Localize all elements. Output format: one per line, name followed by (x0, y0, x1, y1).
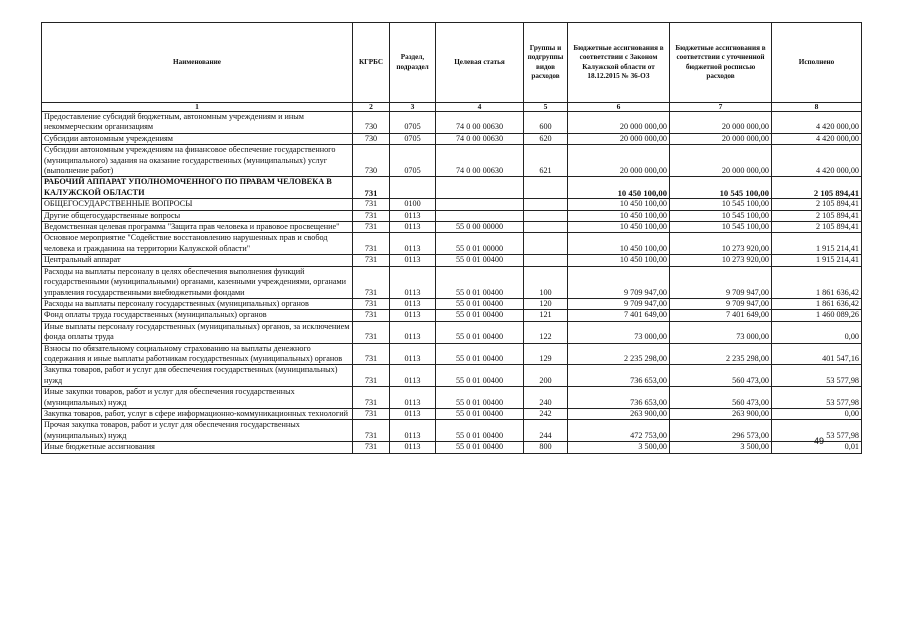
header-refined-allocation: Бюджетные ассигнования в соответствии с уточненной бюджетной росписью расходов (670, 23, 772, 103)
cell-refined-allocation: 10 545 100,00 (670, 177, 772, 199)
cell-law-allocation: 10 450 100,00 (568, 199, 670, 210)
cell-law-allocation: 10 450 100,00 (568, 233, 670, 255)
cell-expense-group: 621 (524, 145, 568, 177)
column-number: 4 (436, 103, 524, 112)
table-row (42, 321, 862, 343)
page-number: 49 (813, 435, 824, 446)
budget-document (41, 22, 862, 454)
cell-executed: 53 577,98 (772, 420, 862, 442)
cell-refined-allocation: 9 709 947,00 (670, 266, 772, 298)
cell-law-allocation: 2 235 298,00 (568, 343, 670, 365)
cell-target-article: 55 0 01 00400 (436, 298, 524, 309)
column-number-row (42, 103, 862, 112)
cell-name: Расходы на выплаты персоналу государственных (муниципальных) органов (42, 298, 353, 309)
cell-law-allocation: 10 450 100,00 (568, 255, 670, 266)
cell-name: Иные закупки товаров, работ и услуг для обеспечения государственных (муниципальных) нужд (42, 387, 353, 409)
cell-target-article: 74 0 00 00630 (436, 145, 524, 177)
cell-section: 0113 (390, 222, 436, 233)
cell-expense-group: 244 (524, 420, 568, 442)
cell-refined-allocation: 263 900,00 (670, 408, 772, 419)
cell-kgrbs: 731 (353, 199, 390, 210)
table-row (42, 298, 862, 309)
cell-kgrbs: 731 (353, 442, 390, 453)
cell-law-allocation: 10 450 100,00 (568, 177, 670, 199)
cell-kgrbs: 731 (353, 222, 390, 233)
cell-target-article: 55 0 01 00400 (436, 266, 524, 298)
table-row (42, 112, 862, 134)
cell-target-article (436, 199, 524, 210)
table-row (42, 177, 862, 199)
cell-law-allocation: 263 900,00 (568, 408, 670, 419)
cell-kgrbs: 731 (353, 365, 390, 387)
header-target-article: Целевая статья (436, 23, 524, 103)
column-number: 8 (772, 103, 862, 112)
cell-expense-group: 600 (524, 112, 568, 134)
cell-kgrbs: 731 (353, 387, 390, 409)
cell-target-article (436, 210, 524, 221)
cell-section: 0113 (390, 343, 436, 365)
table-row (42, 442, 862, 453)
cell-executed: 1 861 636,42 (772, 298, 862, 309)
cell-name: Основное мероприятие "Содействие восстановлению нарушенных прав и свобод человека и гражданина на территории Калужской области" (42, 233, 353, 255)
cell-name: Центральный аппарат (42, 255, 353, 266)
table-row (42, 210, 862, 221)
cell-target-article: 55 0 01 00400 (436, 365, 524, 387)
table-row (42, 310, 862, 321)
cell-refined-allocation: 10 545 100,00 (670, 222, 772, 233)
cell-section: 0113 (390, 255, 436, 266)
header-executed: Исполнено (772, 23, 862, 103)
cell-target-article: 55 0 01 00400 (436, 420, 524, 442)
cell-section: 0100 (390, 199, 436, 210)
cell-section: 0113 (390, 233, 436, 255)
column-number: 1 (42, 103, 353, 112)
cell-expense-group: 121 (524, 310, 568, 321)
cell-executed: 1 861 636,42 (772, 266, 862, 298)
cell-target-article: 55 0 01 00000 (436, 233, 524, 255)
header-expense-group: Группы и подгруппы видов расходов (524, 23, 568, 103)
cell-law-allocation: 20 000 000,00 (568, 145, 670, 177)
cell-executed: 0,00 (772, 408, 862, 419)
column-number: 7 (670, 103, 772, 112)
cell-expense-group: 200 (524, 365, 568, 387)
header-name: Наименование (42, 23, 353, 103)
header-row (42, 23, 862, 103)
cell-expense-group (524, 199, 568, 210)
cell-section: 0113 (390, 387, 436, 409)
budget-table (41, 22, 862, 454)
cell-target-article (436, 177, 524, 199)
cell-target-article: 55 0 01 00400 (436, 255, 524, 266)
cell-section (390, 177, 436, 199)
cell-refined-allocation: 10 545 100,00 (670, 210, 772, 221)
cell-law-allocation: 73 000,00 (568, 321, 670, 343)
cell-target-article: 74 0 00 00630 (436, 133, 524, 144)
cell-section: 0113 (390, 442, 436, 453)
cell-kgrbs: 731 (353, 233, 390, 255)
cell-law-allocation: 736 653,00 (568, 387, 670, 409)
column-number: 5 (524, 103, 568, 112)
cell-refined-allocation: 7 401 649,00 (670, 310, 772, 321)
cell-refined-allocation: 10 273 920,00 (670, 255, 772, 266)
cell-target-article: 74 0 00 00630 (436, 112, 524, 134)
cell-section: 0113 (390, 321, 436, 343)
cell-law-allocation: 10 450 100,00 (568, 210, 670, 221)
cell-expense-group: 129 (524, 343, 568, 365)
cell-name: Взносы по обязательному социальному страхованию на выплаты денежного содержания и иные выплаты работникам государственных (муниципальных) органов (42, 343, 353, 365)
table-row (42, 133, 862, 144)
cell-section: 0113 (390, 298, 436, 309)
column-number: 6 (568, 103, 670, 112)
cell-expense-group (524, 255, 568, 266)
cell-section: 0113 (390, 210, 436, 221)
cell-refined-allocation: 73 000,00 (670, 321, 772, 343)
cell-section: 0113 (390, 310, 436, 321)
cell-kgrbs: 731 (353, 310, 390, 321)
cell-expense-group: 620 (524, 133, 568, 144)
cell-section: 0705 (390, 145, 436, 177)
column-number: 3 (390, 103, 436, 112)
cell-kgrbs: 730 (353, 112, 390, 134)
cell-target-article: 55 0 01 00400 (436, 408, 524, 419)
cell-section: 0113 (390, 365, 436, 387)
cell-refined-allocation: 20 000 000,00 (670, 133, 772, 144)
cell-executed: 0,00 (772, 321, 862, 343)
cell-expense-group: 800 (524, 442, 568, 453)
cell-law-allocation: 20 000 000,00 (568, 133, 670, 144)
table-row (42, 365, 862, 387)
cell-kgrbs: 731 (353, 177, 390, 199)
table-row (42, 233, 862, 255)
cell-name: Закупка товаров, работ, услуг в сфере информационно-коммуникационных технологий (42, 408, 353, 419)
table-row (42, 222, 862, 233)
cell-executed: 0,01 (772, 442, 862, 453)
cell-section: 0113 (390, 408, 436, 419)
table-body (42, 112, 862, 454)
table-row (42, 408, 862, 419)
cell-kgrbs: 731 (353, 298, 390, 309)
cell-section: 0705 (390, 133, 436, 144)
cell-name: Прочая закупка товаров, работ и услуг для обеспечения государственных (муниципальных) нужд (42, 420, 353, 442)
cell-expense-group (524, 210, 568, 221)
cell-expense-group: 240 (524, 387, 568, 409)
table-row (42, 255, 862, 266)
cell-law-allocation: 9 709 947,00 (568, 298, 670, 309)
cell-expense-group (524, 177, 568, 199)
table-row (42, 199, 862, 210)
cell-refined-allocation: 10 273 920,00 (670, 233, 772, 255)
cell-name: Фонд оплаты труда государственных (муниципальных) органов (42, 310, 353, 321)
table-row (42, 387, 862, 409)
cell-name: Другие общегосударственные вопросы (42, 210, 353, 221)
cell-law-allocation: 472 753,00 (568, 420, 670, 442)
cell-target-article: 55 0 01 00400 (436, 321, 524, 343)
column-number: 2 (353, 103, 390, 112)
cell-kgrbs: 731 (353, 420, 390, 442)
cell-expense-group (524, 222, 568, 233)
cell-law-allocation: 20 000 000,00 (568, 112, 670, 134)
cell-executed: 2 105 894,41 (772, 222, 862, 233)
cell-target-article: 55 0 01 00400 (436, 442, 524, 453)
cell-executed: 2 105 894,41 (772, 210, 862, 221)
cell-kgrbs: 731 (353, 210, 390, 221)
header-section: Раздел, подраздел (390, 23, 436, 103)
cell-expense-group: 242 (524, 408, 568, 419)
cell-kgrbs: 731 (353, 408, 390, 419)
table-row (42, 145, 862, 177)
cell-law-allocation: 9 709 947,00 (568, 266, 670, 298)
cell-law-allocation: 10 450 100,00 (568, 222, 670, 233)
cell-section: 0705 (390, 112, 436, 134)
cell-name: Иные бюджетные ассигнования (42, 442, 353, 453)
cell-target-article: 55 0 00 00000 (436, 222, 524, 233)
cell-refined-allocation: 20 000 000,00 (670, 112, 772, 134)
cell-expense-group: 100 (524, 266, 568, 298)
table-row (42, 343, 862, 365)
cell-refined-allocation: 10 545 100,00 (670, 199, 772, 210)
cell-executed: 4 420 000,00 (772, 133, 862, 144)
cell-name: Расходы на выплаты персоналу в целях обеспечения выполнения функций государственными (муниципальными) органами, казенными учреждениями, органами управления государственными внебюджетными фондами (42, 266, 353, 298)
cell-executed: 53 577,98 (772, 365, 862, 387)
cell-kgrbs: 731 (353, 321, 390, 343)
cell-executed: 2 105 894,41 (772, 177, 862, 199)
cell-kgrbs: 731 (353, 343, 390, 365)
cell-section: 0113 (390, 420, 436, 442)
cell-expense-group: 120 (524, 298, 568, 309)
cell-expense-group: 122 (524, 321, 568, 343)
cell-kgrbs: 731 (353, 266, 390, 298)
cell-executed: 1 460 089,26 (772, 310, 862, 321)
cell-refined-allocation: 296 573,00 (670, 420, 772, 442)
cell-executed: 401 547,16 (772, 343, 862, 365)
cell-refined-allocation: 20 000 000,00 (670, 145, 772, 177)
cell-refined-allocation: 560 473,00 (670, 387, 772, 409)
cell-executed: 4 420 000,00 (772, 145, 862, 177)
cell-law-allocation: 3 500,00 (568, 442, 670, 453)
cell-kgrbs: 731 (353, 255, 390, 266)
header-law-allocation: Бюджетные ассигнования в соответствии с Законом Калужской области от 18.12.2015 № 36-ОЗ (568, 23, 670, 103)
cell-executed: 1 915 214,41 (772, 255, 862, 266)
cell-refined-allocation: 9 709 947,00 (670, 298, 772, 309)
cell-name: РАБОЧИЙ АППАРАТ УПОЛНОМОЧЕННОГО ПО ПРАВАМ ЧЕЛОВЕКА В КАЛУЖСКОЙ ОБЛАСТИ (42, 177, 353, 199)
cell-name: Закупка товаров, работ и услуг для обеспечения государственных (муниципальных) нужд (42, 365, 353, 387)
cell-target-article: 55 0 01 00400 (436, 343, 524, 365)
cell-refined-allocation: 2 235 298,00 (670, 343, 772, 365)
cell-law-allocation: 7 401 649,00 (568, 310, 670, 321)
cell-name: Предоставление субсидий бюджетным, автономным учреждениям и иным некоммерческим организациям (42, 112, 353, 134)
cell-name: ОБЩЕГОСУДАРСТВЕННЫЕ ВОПРОСЫ (42, 199, 353, 210)
header-kgrbs: КГРБС (353, 23, 390, 103)
cell-name: Ведомственная целевая программа "Защита прав человека и правовое просвещение" (42, 222, 353, 233)
cell-name: Субсидии автономным учреждениям на финансовое обеспечение государственного (муниципального) задания на оказание государственных (муниципальных) услуг (выполнение работ) (42, 145, 353, 177)
cell-executed: 4 420 000,00 (772, 112, 862, 134)
cell-name: Иные выплаты персоналу государственных (муниципальных) органов, за исключением фонда оплаты труда (42, 321, 353, 343)
cell-kgrbs: 730 (353, 133, 390, 144)
cell-executed: 2 105 894,41 (772, 199, 862, 210)
cell-target-article: 55 0 01 00400 (436, 310, 524, 321)
cell-section: 0113 (390, 266, 436, 298)
cell-law-allocation: 736 653,00 (568, 365, 670, 387)
table-row (42, 420, 862, 442)
cell-target-article: 55 0 01 00400 (436, 387, 524, 409)
table-row (42, 266, 862, 298)
cell-refined-allocation: 560 473,00 (670, 365, 772, 387)
cell-refined-allocation: 3 500,00 (670, 442, 772, 453)
cell-executed: 1 915 214,41 (772, 233, 862, 255)
cell-kgrbs: 730 (353, 145, 390, 177)
cell-expense-group (524, 233, 568, 255)
cell-executed: 53 577,98 (772, 387, 862, 409)
cell-name: Субсидии автономным учреждениям (42, 133, 353, 144)
